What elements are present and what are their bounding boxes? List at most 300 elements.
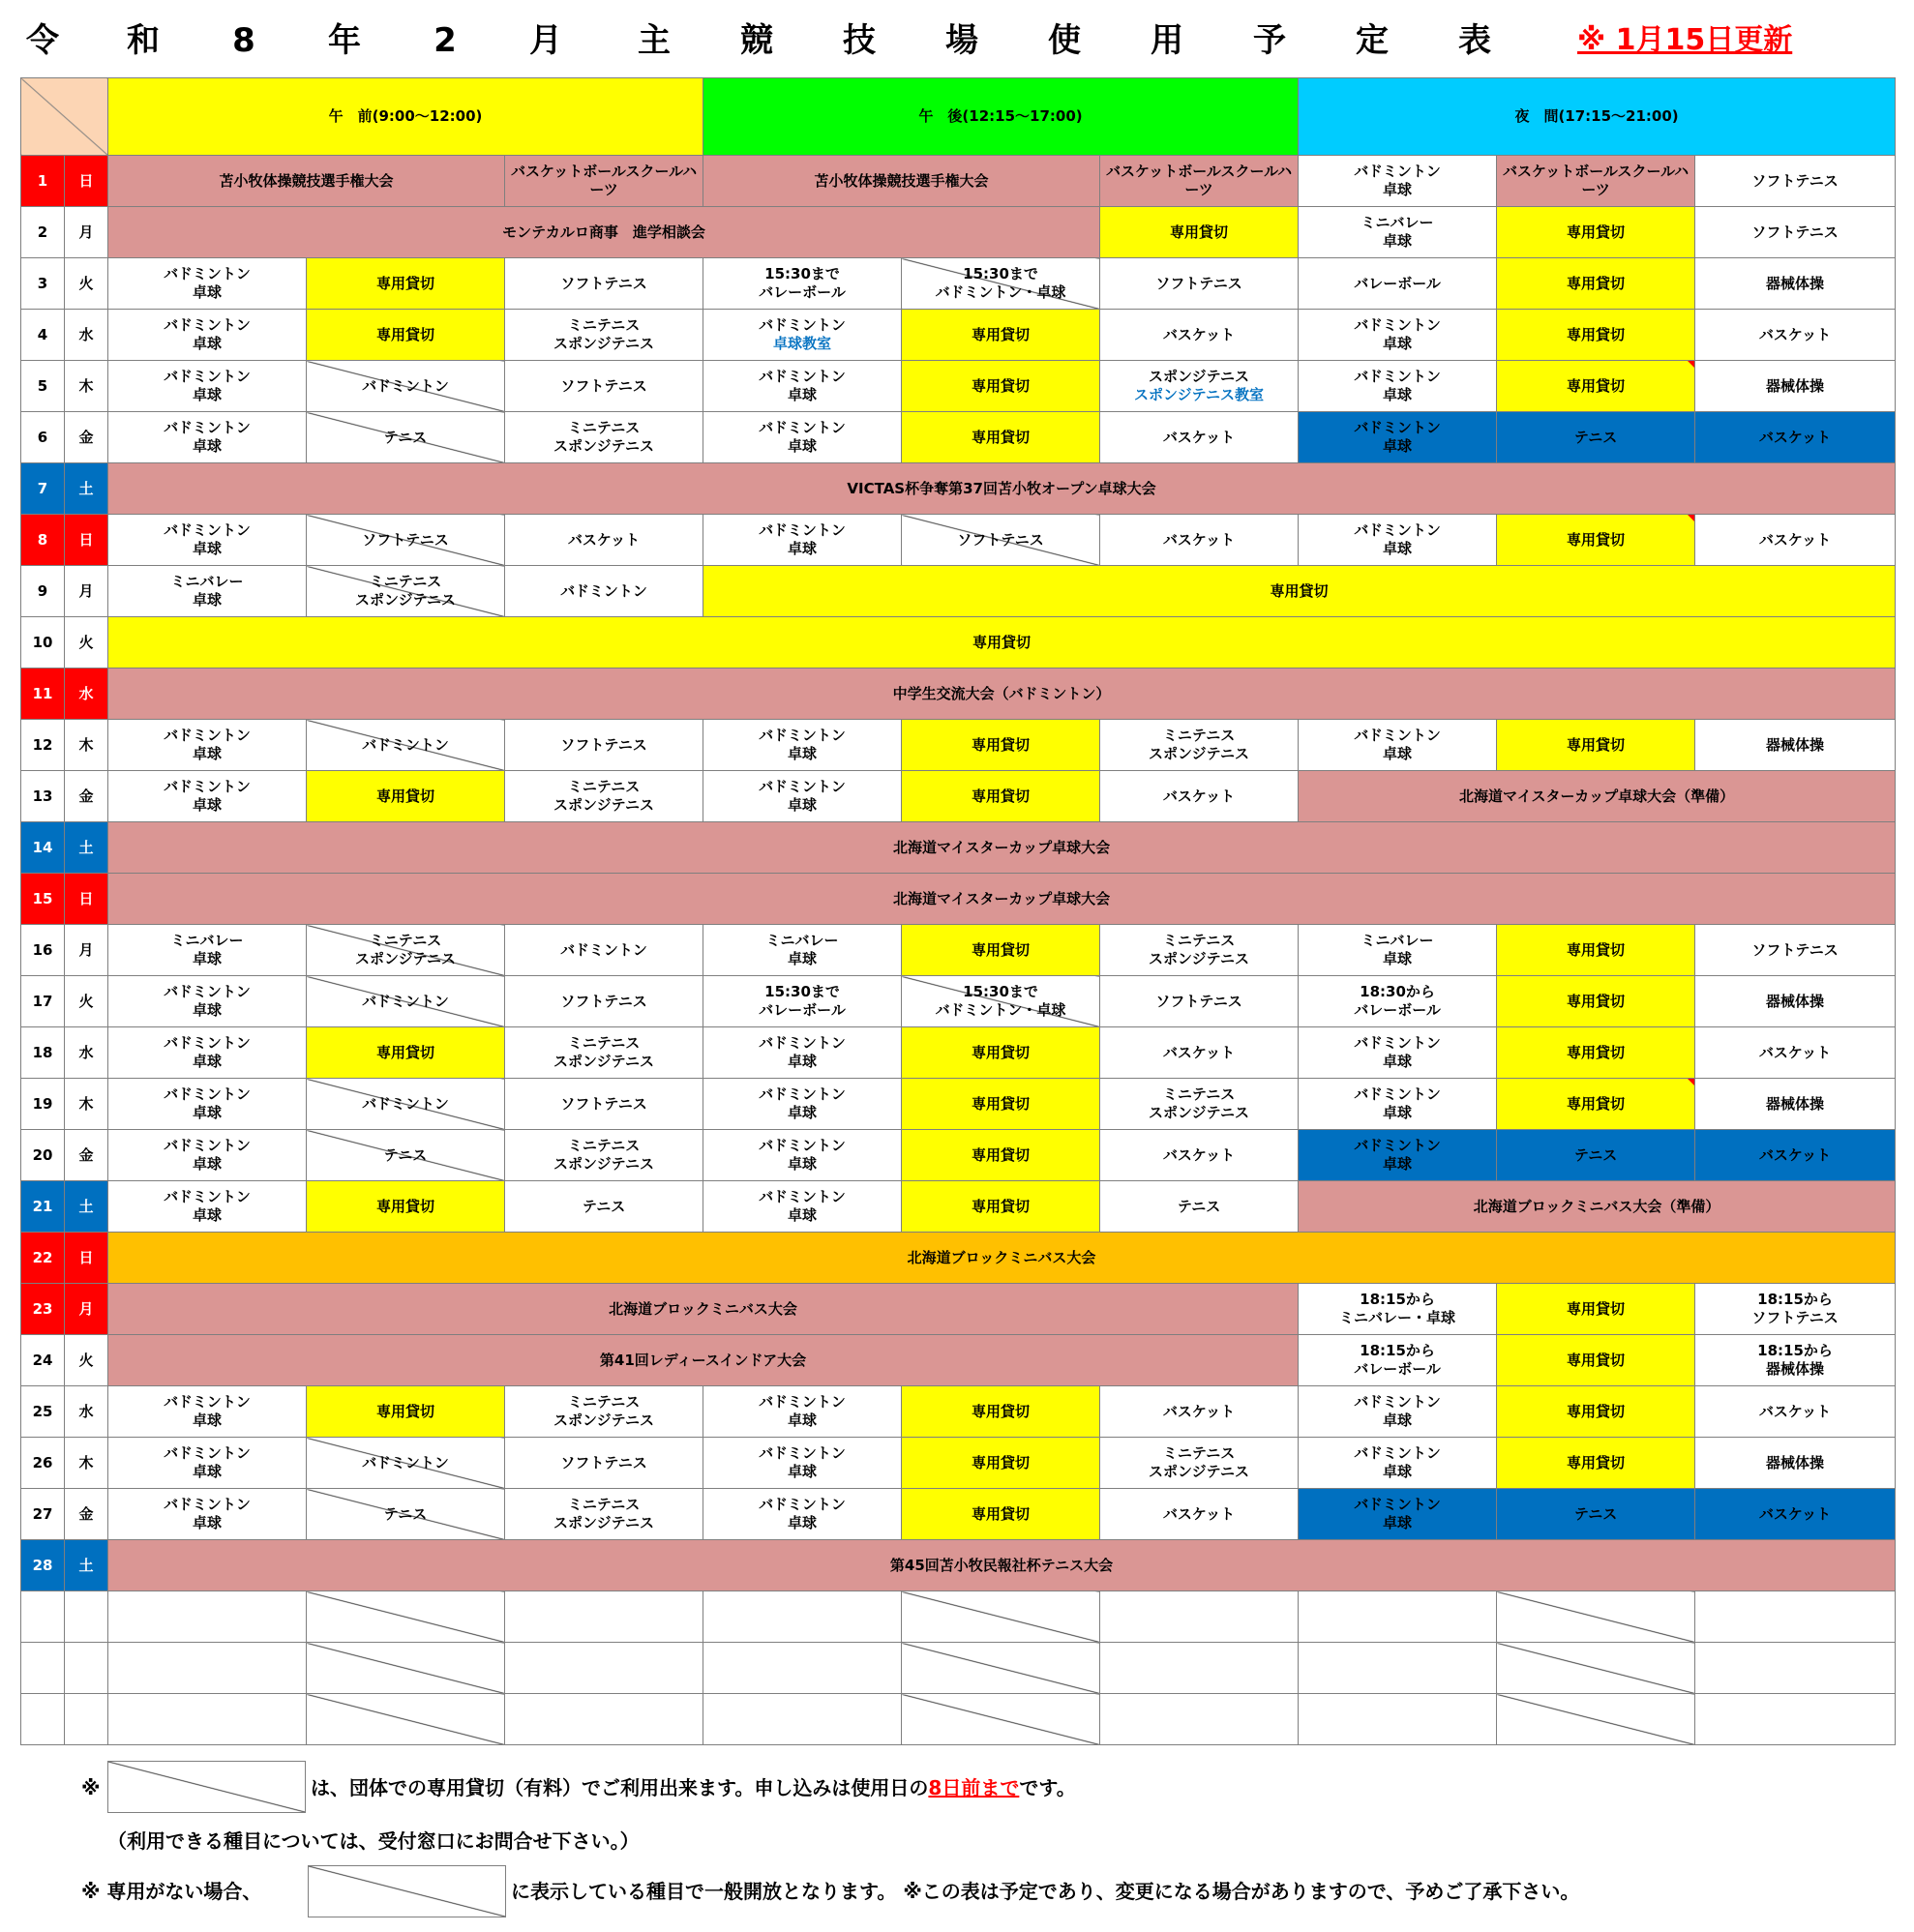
slot-cell bbox=[1100, 1438, 1299, 1489]
slot-cell bbox=[1100, 361, 1299, 412]
day-number: 16 bbox=[21, 925, 65, 976]
slot-line: バドミントン bbox=[164, 1034, 251, 1052]
title-char: 使 bbox=[1048, 21, 1081, 60]
table-row bbox=[21, 258, 1896, 310]
slot-cell: ソフトテニス bbox=[902, 515, 1100, 566]
slot-line: 卓球 bbox=[788, 437, 818, 455]
slot-cell: ソフトテニス bbox=[1100, 258, 1299, 310]
slot-cell: バスケット bbox=[1100, 1027, 1299, 1079]
day-number: 17 bbox=[21, 976, 65, 1027]
slot-cell: ソフトテニス bbox=[307, 515, 505, 566]
event-cell: 北海道ブロックミニバス大会 bbox=[108, 1284, 1299, 1335]
day-weekday: 金 bbox=[65, 1130, 108, 1181]
slot-cell bbox=[108, 1027, 307, 1079]
slot-line: バドミントン bbox=[759, 1496, 846, 1513]
title-char: 技 bbox=[843, 21, 876, 60]
slot-line: 18:15から bbox=[1757, 1291, 1833, 1308]
empty-cell bbox=[65, 1643, 108, 1694]
day-number: 9 bbox=[21, 566, 65, 617]
slot-cell: テニス bbox=[505, 1181, 703, 1233]
event-cell: モンテカルロ商事 進学相談会 bbox=[108, 207, 1100, 258]
slot-cell bbox=[307, 925, 505, 976]
corner-cell bbox=[21, 78, 108, 156]
day-number: 3 bbox=[21, 258, 65, 310]
slot-line: 卓球 bbox=[192, 950, 222, 967]
slot-line: 器械体操 bbox=[1766, 1360, 1825, 1378]
day-weekday: 月 bbox=[65, 207, 108, 258]
slot-line: バドミントン bbox=[1354, 1393, 1441, 1411]
title-char: 和 bbox=[127, 21, 160, 60]
slot-cell bbox=[505, 1489, 703, 1540]
slot-cell: バドミントン bbox=[505, 925, 703, 976]
slot-cell bbox=[108, 1181, 307, 1233]
slot-line: 15:30まで bbox=[764, 265, 840, 282]
slot-line: バドミントン bbox=[164, 778, 251, 795]
slot-cell: バドミントン bbox=[307, 976, 505, 1027]
day-weekday: 月 bbox=[65, 925, 108, 976]
page-title bbox=[0, 0, 1914, 77]
slot-line: バドミントン bbox=[164, 1496, 251, 1513]
slot-line: 卓球 bbox=[1383, 386, 1413, 403]
slot-line: バドミントン bbox=[1354, 521, 1441, 539]
slot-line: ミニテニス bbox=[567, 1034, 641, 1052]
slot-line: スポンジテニス bbox=[1149, 368, 1250, 385]
slot-line: バドミントン bbox=[759, 368, 846, 385]
slot-line: バレーボール bbox=[1354, 1360, 1441, 1378]
empty-cell bbox=[505, 1643, 703, 1694]
slot-line: 卓球 bbox=[788, 1463, 818, 1480]
slot-line: スポンジテニス bbox=[354, 591, 457, 609]
table-row bbox=[21, 310, 1896, 361]
legend-empty-box bbox=[308, 1865, 506, 1917]
slot-line: ミニバレー bbox=[1361, 214, 1434, 231]
slot-line: ミニテニス bbox=[369, 573, 442, 590]
slot-line: 卓球 bbox=[192, 1206, 222, 1224]
exclusive-cell: 専用貸切 bbox=[307, 1181, 505, 1233]
slot-line: バドミントン bbox=[759, 1085, 846, 1103]
slot-cell: バスケット bbox=[1100, 1386, 1299, 1438]
slot-line: バドミントン bbox=[759, 1034, 846, 1052]
title-char: 予 bbox=[1253, 21, 1286, 60]
slot-cell bbox=[108, 361, 307, 412]
day-weekday: 日 bbox=[65, 156, 108, 207]
slot-cell: バドミントン bbox=[307, 361, 505, 412]
event-cell: バスケットボールスクールハーツ bbox=[1100, 156, 1299, 207]
empty-cell bbox=[108, 1643, 307, 1694]
title-char: 2 bbox=[434, 21, 457, 60]
slot-cell bbox=[1299, 361, 1497, 412]
slot-line: バレーボール bbox=[759, 1001, 846, 1019]
day-weekday: 土 bbox=[65, 1181, 108, 1233]
day-weekday: 土 bbox=[65, 1540, 108, 1591]
empty-row bbox=[21, 1694, 1896, 1745]
empty-cell bbox=[1100, 1591, 1299, 1643]
table-row bbox=[21, 1438, 1896, 1489]
slot-line: 卓球 bbox=[1383, 1412, 1413, 1429]
event-cell: 北海道ブロックミニバス大会（準備） bbox=[1299, 1181, 1896, 1233]
slot-line: バドミントン bbox=[759, 727, 846, 744]
empty-cell bbox=[1497, 1694, 1695, 1745]
slot-line: ミニテニス bbox=[1162, 932, 1236, 949]
empty-cell bbox=[21, 1643, 65, 1694]
footnote-deadline: 8日前まで bbox=[928, 1776, 1020, 1799]
slot-line: ミニテニス bbox=[567, 778, 641, 795]
slot-line: ミニテニス bbox=[1162, 727, 1236, 744]
day-number: 13 bbox=[21, 771, 65, 822]
event-cell: 苫小牧体操競技選手権大会 bbox=[108, 156, 505, 207]
day-weekday: 火 bbox=[65, 617, 108, 669]
slot-cell: テニス bbox=[307, 1489, 505, 1540]
slot-cell bbox=[108, 720, 307, 771]
event-cell: 北海道マイスターカップ卓球大会 bbox=[108, 822, 1896, 874]
day-weekday: 土 bbox=[65, 822, 108, 874]
title-char: 用 bbox=[1151, 21, 1183, 60]
day-weekday: 水 bbox=[65, 1027, 108, 1079]
empty-cell bbox=[108, 1591, 307, 1643]
event-cell: 第45回苫小牧民報社杯テニス大会 bbox=[108, 1540, 1896, 1591]
slot-line: 卓球 bbox=[1383, 335, 1413, 352]
day-weekday: 日 bbox=[65, 515, 108, 566]
table-row bbox=[21, 361, 1896, 412]
header-night: 夜 間(17:15～21:00) bbox=[1299, 78, 1896, 156]
slot-cell bbox=[703, 310, 902, 361]
day-number: 23 bbox=[21, 1284, 65, 1335]
exclusive-cell: 専用貸切 bbox=[1497, 720, 1695, 771]
schedule-table bbox=[20, 77, 1896, 1745]
empty-cell bbox=[65, 1591, 108, 1643]
slot-cell bbox=[902, 976, 1100, 1027]
slot-cell: ソフトテニス bbox=[505, 258, 703, 310]
empty-cell bbox=[307, 1643, 505, 1694]
slot-line: スポンジテニス bbox=[354, 950, 457, 967]
exclusive-cell: 専用貸切 bbox=[902, 310, 1100, 361]
exclusive-cell: 専用貸切 bbox=[902, 1489, 1100, 1540]
slot-line: バドミントン bbox=[164, 1137, 251, 1154]
event-cell: 第41回レディースインドア大会 bbox=[108, 1335, 1299, 1386]
slot-line: 卓球 bbox=[192, 540, 222, 557]
slot-line: 卓球 bbox=[192, 1104, 222, 1121]
slot-cell: テニス bbox=[1497, 1130, 1695, 1181]
slot-cell bbox=[108, 566, 307, 617]
table-row bbox=[21, 515, 1896, 566]
slot-line: 卓球 bbox=[1383, 1463, 1413, 1480]
slot-line: バドミントン bbox=[164, 1085, 251, 1103]
slot-line: バドミントン bbox=[164, 316, 251, 334]
day-weekday: 火 bbox=[65, 1335, 108, 1386]
slot-line: 卓球 bbox=[1383, 745, 1413, 762]
slot-line: バドミントン bbox=[759, 419, 846, 436]
footnote-mark: ※ bbox=[81, 1776, 101, 1799]
footnote-line2: （利用できる種目については、受付窓口にお問合せ下さい。） bbox=[107, 1829, 640, 1853]
slot-line: 卓球 bbox=[788, 745, 818, 762]
slot-line: バドミントン bbox=[1354, 163, 1441, 180]
table-row bbox=[21, 1284, 1896, 1335]
exclusive-cell: 専用貸切 bbox=[1497, 1284, 1695, 1335]
slot-cell bbox=[108, 1130, 307, 1181]
exclusive-cell: 専用貸切 bbox=[1497, 925, 1695, 976]
table-row bbox=[21, 1181, 1896, 1233]
footnote-line3-prefix: ※ 専用がない場合、 bbox=[81, 1880, 262, 1903]
slot-line: バドミントン bbox=[164, 1393, 251, 1411]
slot-line: スポンジテニス bbox=[1149, 1463, 1250, 1480]
table-row bbox=[21, 1027, 1896, 1079]
slot-cell bbox=[703, 361, 902, 412]
day-number: 20 bbox=[21, 1130, 65, 1181]
day-weekday: 木 bbox=[65, 720, 108, 771]
day-number: 8 bbox=[21, 515, 65, 566]
slot-line: バドミントン bbox=[1354, 419, 1441, 436]
slot-line: 卓球 bbox=[192, 591, 222, 609]
day-number: 19 bbox=[21, 1079, 65, 1130]
slot-line: 卓球 bbox=[1383, 232, 1413, 250]
slot-cell: ソフトテニス bbox=[505, 720, 703, 771]
slot-line: スポンジテニス bbox=[553, 1412, 655, 1429]
day-weekday: 金 bbox=[65, 412, 108, 463]
day-number: 14 bbox=[21, 822, 65, 874]
slot-line: バドミントン・卓球 bbox=[935, 1001, 1066, 1019]
slot-cell: テニス bbox=[1497, 412, 1695, 463]
slot-cell bbox=[108, 310, 307, 361]
slot-line: ソフトテニス bbox=[1751, 1309, 1839, 1326]
table-row bbox=[21, 874, 1896, 925]
slot-line: 卓球 bbox=[192, 283, 222, 301]
event-cell: バスケットボールスクールハーツ bbox=[505, 156, 703, 207]
slot-cell bbox=[1299, 1489, 1497, 1540]
slot-line: ミニテニス bbox=[567, 1393, 641, 1411]
day-weekday: 月 bbox=[65, 566, 108, 617]
slot-cell bbox=[1299, 207, 1497, 258]
slot-line: バドミントン bbox=[164, 727, 251, 744]
day-number: 1 bbox=[21, 156, 65, 207]
slot-line: 卓球 bbox=[1383, 437, 1413, 455]
table-row bbox=[21, 412, 1896, 463]
table-row bbox=[21, 1130, 1896, 1181]
table-row bbox=[21, 976, 1896, 1027]
slot-cell bbox=[108, 412, 307, 463]
slot-cell bbox=[1299, 1386, 1497, 1438]
slot-line: ミニテニス bbox=[567, 1496, 641, 1513]
slot-line: スポンジテニス bbox=[1149, 745, 1250, 762]
slot-cell: 器械体操 bbox=[1695, 361, 1896, 412]
slot-line: スポンジテニス bbox=[553, 1053, 655, 1070]
exclusive-cell: 専用貸切 bbox=[902, 1079, 1100, 1130]
slot-cell bbox=[1100, 925, 1299, 976]
table-row bbox=[21, 207, 1896, 258]
slot-cell bbox=[108, 925, 307, 976]
slot-line: スポンジテニス bbox=[553, 1155, 655, 1173]
empty-cell bbox=[703, 1694, 902, 1745]
slot-cell bbox=[1299, 515, 1497, 566]
empty-cell bbox=[703, 1643, 902, 1694]
slot-line: バドミントン bbox=[759, 778, 846, 795]
slot-line: 卓球 bbox=[192, 1053, 222, 1070]
slot-cell: バスケット bbox=[1695, 412, 1896, 463]
slot-line: スポンジテニス bbox=[553, 796, 655, 814]
slot-line: バドミントン bbox=[1354, 1034, 1441, 1052]
day-weekday: 火 bbox=[65, 976, 108, 1027]
slot-line: バドミントン bbox=[164, 983, 251, 1000]
slot-cell: 器械体操 bbox=[1695, 720, 1896, 771]
slot-line: ミニテニス bbox=[1162, 1085, 1236, 1103]
slot-cell bbox=[703, 720, 902, 771]
slot-line: 15:30まで bbox=[764, 983, 840, 1000]
slot-line: 卓球 bbox=[192, 1463, 222, 1480]
title-char: 定 bbox=[1356, 21, 1389, 60]
event-cell: 北海道マイスターカップ卓球大会 bbox=[108, 874, 1896, 925]
slot-line: 卓球 bbox=[788, 1206, 818, 1224]
exclusive-cell: 専用貸切 bbox=[902, 1181, 1100, 1233]
day-number: 28 bbox=[21, 1540, 65, 1591]
slot-cell bbox=[108, 1079, 307, 1130]
exclusive-cell: 専用貸切 bbox=[307, 258, 505, 310]
slot-line: バドミントン bbox=[759, 521, 846, 539]
day-number: 4 bbox=[21, 310, 65, 361]
table-row bbox=[21, 1489, 1896, 1540]
slot-line: バドミントン bbox=[164, 265, 251, 282]
slot-cell: ソフトテニス bbox=[505, 976, 703, 1027]
empty-row bbox=[21, 1591, 1896, 1643]
day-weekday: 日 bbox=[65, 1233, 108, 1284]
slot-cell: バスケット bbox=[1695, 310, 1896, 361]
empty-cell bbox=[902, 1643, 1100, 1694]
table-row bbox=[21, 1335, 1896, 1386]
day-weekday: 金 bbox=[65, 1489, 108, 1540]
slot-cell: バドミントン bbox=[307, 1438, 505, 1489]
exclusive-cell: 専用貸切 bbox=[1497, 1335, 1695, 1386]
slot-line: ミニバレー bbox=[170, 573, 244, 590]
table-row bbox=[21, 771, 1896, 822]
day-number: 10 bbox=[21, 617, 65, 669]
slot-cell: 器械体操 bbox=[1695, 976, 1896, 1027]
slot-cell: バドミントン bbox=[505, 566, 703, 617]
slot-line: 15:30まで bbox=[963, 983, 1038, 1000]
empty-cell bbox=[505, 1591, 703, 1643]
empty-cell bbox=[902, 1591, 1100, 1643]
slot-line: 卓球 bbox=[788, 796, 818, 814]
slot-line: 18:15から bbox=[1360, 1291, 1435, 1308]
slot-cell bbox=[1299, 412, 1497, 463]
slot-line: 18:30から bbox=[1360, 983, 1435, 1000]
empty-cell bbox=[902, 1694, 1100, 1745]
slot-cell: バレーボール bbox=[1299, 258, 1497, 310]
slot-cell bbox=[1299, 156, 1497, 207]
slot-cell bbox=[108, 515, 307, 566]
event-cell: 中学生交流大会（バドミントン） bbox=[108, 669, 1896, 720]
empty-cell bbox=[307, 1591, 505, 1643]
day-weekday: 火 bbox=[65, 258, 108, 310]
exclusive-cell: 専用貸切 bbox=[1497, 515, 1695, 566]
title-char: 場 bbox=[945, 21, 978, 60]
slot-cell bbox=[307, 566, 505, 617]
slot-line: バレーボール bbox=[1354, 1001, 1441, 1019]
slot-line: 卓球 bbox=[788, 540, 818, 557]
slot-cell bbox=[1299, 1027, 1497, 1079]
empty-cell bbox=[21, 1591, 65, 1643]
day-number: 2 bbox=[21, 207, 65, 258]
slot-cell bbox=[108, 1438, 307, 1489]
day-number: 15 bbox=[21, 874, 65, 925]
day-number: 24 bbox=[21, 1335, 65, 1386]
slot-cell: テニス bbox=[307, 412, 505, 463]
slot-line: バドミントン bbox=[759, 316, 846, 334]
exclusive-cell: 専用貸切 bbox=[902, 771, 1100, 822]
slot-cell: バスケット bbox=[1695, 1130, 1896, 1181]
slot-line: バドミントン bbox=[1354, 1444, 1441, 1462]
title-char: 表 bbox=[1458, 21, 1491, 60]
slot-line: 卓球 bbox=[1383, 1155, 1413, 1173]
day-weekday: 木 bbox=[65, 1079, 108, 1130]
slot-cell: バスケット bbox=[1100, 515, 1299, 566]
slot-line: 卓球 bbox=[192, 386, 222, 403]
header-row bbox=[21, 78, 1896, 156]
slot-cell bbox=[505, 310, 703, 361]
day-weekday: 月 bbox=[65, 1284, 108, 1335]
slot-line: 卓球 bbox=[1383, 950, 1413, 967]
empty-cell bbox=[1695, 1591, 1896, 1643]
slot-cell bbox=[703, 1386, 902, 1438]
exclusive-cell: 専用貸切 bbox=[1497, 976, 1695, 1027]
slot-cell bbox=[1299, 1130, 1497, 1181]
slot-cell: テニス bbox=[307, 1130, 505, 1181]
exclusive-cell: 専用貸切 bbox=[902, 412, 1100, 463]
exclusive-cell: 専用貸切 bbox=[1497, 1438, 1695, 1489]
slot-line: 卓球 bbox=[192, 796, 222, 814]
exclusive-cell: 専用貸切 bbox=[902, 1130, 1100, 1181]
slot-cell bbox=[1299, 1335, 1497, 1386]
title-char: 8 bbox=[232, 21, 255, 60]
header-afternoon: 午 後(12:15～17:00) bbox=[703, 78, 1299, 156]
exclusive-cell: 専用貸切 bbox=[1497, 361, 1695, 412]
slot-line: バドミントン bbox=[1354, 368, 1441, 385]
day-number: 6 bbox=[21, 412, 65, 463]
empty-row bbox=[21, 1643, 1896, 1694]
slot-cell: バドミントン bbox=[307, 1079, 505, 1130]
slot-cell bbox=[108, 976, 307, 1027]
slot-cell bbox=[703, 925, 902, 976]
title-char: 月 bbox=[529, 21, 562, 60]
slot-line: 卓球 bbox=[788, 950, 818, 967]
exclusive-cell: 専用貸切 bbox=[902, 1027, 1100, 1079]
slot-cell bbox=[703, 1027, 902, 1079]
table-row bbox=[21, 669, 1896, 720]
table-row bbox=[21, 617, 1896, 669]
slot-line: バドミントン・卓球 bbox=[935, 283, 1066, 301]
table-row bbox=[21, 1540, 1896, 1591]
slot-line: ミニバレー・卓球 bbox=[1339, 1309, 1456, 1326]
footnote-line1-suffix: です。 bbox=[1019, 1776, 1076, 1799]
slot-line: ミニテニス bbox=[567, 1137, 641, 1154]
empty-cell bbox=[1695, 1643, 1896, 1694]
exclusive-cell: 専用貸切 bbox=[703, 566, 1896, 617]
slot-cell: ソフトテニス bbox=[1695, 207, 1896, 258]
slot-line: 卓球 bbox=[788, 1053, 818, 1070]
day-weekday: 木 bbox=[65, 1438, 108, 1489]
slot-cell bbox=[1695, 1335, 1896, 1386]
slot-cell: バドミントン bbox=[307, 720, 505, 771]
update-note: ※ 1月15日更新 bbox=[1577, 23, 1793, 57]
day-number: 22 bbox=[21, 1233, 65, 1284]
empty-cell bbox=[505, 1694, 703, 1745]
legend-diagonal-box bbox=[107, 1761, 306, 1813]
slot-line: バドミントン bbox=[164, 419, 251, 436]
event-cell: 北海道マイスターカップ卓球大会（準備） bbox=[1299, 771, 1896, 822]
table-row bbox=[21, 566, 1896, 617]
slot-cell: ソフトテニス bbox=[505, 1438, 703, 1489]
slot-cell bbox=[703, 1130, 902, 1181]
day-number: 25 bbox=[21, 1386, 65, 1438]
day-weekday: 水 bbox=[65, 669, 108, 720]
empty-cell bbox=[108, 1694, 307, 1745]
